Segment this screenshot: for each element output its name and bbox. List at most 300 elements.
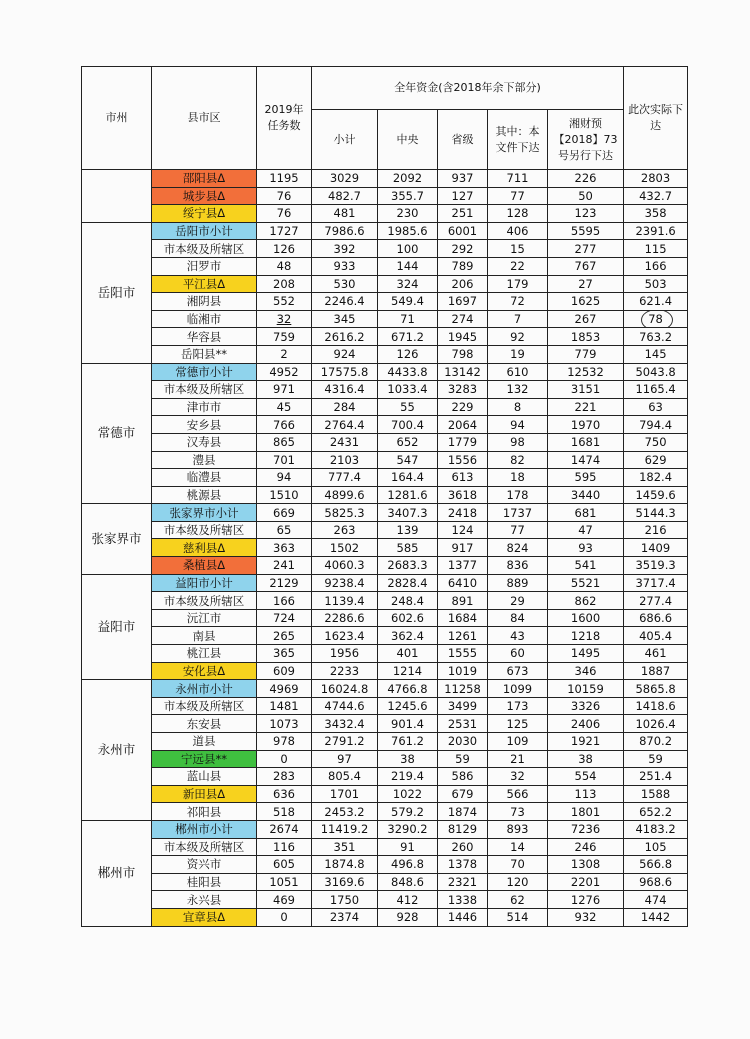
provincial-cell: 229 [438, 398, 488, 416]
provincial-cell: 1555 [438, 645, 488, 663]
tasks-cell: 605 [257, 856, 312, 874]
provincial-cell: 3618 [438, 486, 488, 504]
this-doc-cell: 406 [488, 222, 548, 240]
provincial-cell: 2064 [438, 416, 488, 434]
central-cell: 3407.3 [378, 504, 438, 522]
subtotal-cell: 2374 [312, 908, 378, 926]
xiangcai-cell: 1276 [548, 891, 624, 909]
xiangcai-cell: 93 [548, 539, 624, 557]
provincial-cell: 124 [438, 521, 488, 539]
table-row [82, 381, 688, 399]
city-cell: 岳阳市 [82, 222, 152, 363]
xiangcai-cell: 767 [548, 257, 624, 275]
actual-cell: 621.4 [624, 293, 688, 311]
city-cell [82, 170, 152, 223]
header-provincial: 省级 [438, 110, 488, 170]
table-row [82, 416, 688, 434]
table-row [82, 838, 688, 856]
subtotal-cell: 1874.8 [312, 856, 378, 874]
county-cell: 宜章县Δ [152, 908, 257, 926]
tasks-cell: 636 [257, 785, 312, 803]
subtotal-cell: 924 [312, 345, 378, 363]
this-doc-cell: 125 [488, 715, 548, 733]
county-cell: 绥宁县Δ [152, 205, 257, 223]
central-cell: 671.2 [378, 328, 438, 346]
central-cell: 91 [378, 838, 438, 856]
table-row [82, 240, 688, 258]
central-cell: 4433.8 [378, 363, 438, 381]
xiangcai-cell: 277 [548, 240, 624, 258]
this-doc-cell: 1737 [488, 504, 548, 522]
provincial-cell: 1684 [438, 609, 488, 627]
county-cell: 郴州市小计 [152, 820, 257, 838]
actual-cell: 1409 [624, 539, 688, 557]
county-cell: 桑植县Δ [152, 557, 257, 575]
table-row [82, 750, 688, 768]
xiangcai-cell: 226 [548, 170, 624, 188]
subtotal-cell: 3432.4 [312, 715, 378, 733]
table-row [82, 574, 688, 592]
xiangcai-cell: 3440 [548, 486, 624, 504]
this-doc-cell: 82 [488, 451, 548, 469]
table-row [82, 785, 688, 803]
actual-cell: 145 [624, 345, 688, 363]
handwritten-circle-mark [641, 310, 673, 328]
provincial-cell: 1377 [438, 557, 488, 575]
subtotal-cell: 4744.6 [312, 697, 378, 715]
xiangcai-cell: 50 [548, 187, 624, 205]
actual-cell: 63 [624, 398, 688, 416]
county-cell: 祁阳县 [152, 803, 257, 821]
subtotal-cell: 97 [312, 750, 378, 768]
tasks-cell: 518 [257, 803, 312, 821]
subtotal-cell: 1956 [312, 645, 378, 663]
actual-cell: 166 [624, 257, 688, 275]
this-doc-cell: 7 [488, 310, 548, 328]
header-county: 县市区 [152, 67, 257, 170]
table-row [82, 257, 688, 275]
provincial-cell: 11258 [438, 680, 488, 698]
city-cell: 永州市 [82, 680, 152, 821]
central-cell: 230 [378, 205, 438, 223]
subtotal-cell: 392 [312, 240, 378, 258]
provincial-cell: 8129 [438, 820, 488, 838]
this-doc-cell: 92 [488, 328, 548, 346]
actual-cell: 2391.6 [624, 222, 688, 240]
tasks-cell: 609 [257, 662, 312, 680]
actual-cell: 358 [624, 205, 688, 223]
this-doc-cell: 889 [488, 574, 548, 592]
provincial-cell: 3283 [438, 381, 488, 399]
table-row [82, 557, 688, 575]
subtotal-cell: 2246.4 [312, 293, 378, 311]
tasks-cell: 669 [257, 504, 312, 522]
provincial-cell: 127 [438, 187, 488, 205]
central-cell: 549.4 [378, 293, 438, 311]
county-cell: 岳阳市小计 [152, 222, 257, 240]
subtotal-cell: 481 [312, 205, 378, 223]
subtotal-cell: 11419.2 [312, 820, 378, 838]
table-row [82, 310, 688, 328]
provincial-cell: 2030 [438, 733, 488, 751]
provincial-cell: 2321 [438, 873, 488, 891]
header-subtotal: 小计 [312, 110, 378, 170]
xiangcai-cell: 2201 [548, 873, 624, 891]
central-cell: 144 [378, 257, 438, 275]
tasks-cell: 552 [257, 293, 312, 311]
this-doc-cell: 893 [488, 820, 548, 838]
this-doc-cell: 77 [488, 521, 548, 539]
central-cell: 38 [378, 750, 438, 768]
table-row [82, 873, 688, 891]
tasks-cell: 365 [257, 645, 312, 663]
county-cell: 桂阳县 [152, 873, 257, 891]
xiangcai-cell: 681 [548, 504, 624, 522]
subtotal-cell: 1139.4 [312, 592, 378, 610]
city-cell: 常德市 [82, 363, 152, 504]
provincial-cell: 1378 [438, 856, 488, 874]
central-cell: 100 [378, 240, 438, 258]
table-row [82, 856, 688, 874]
subtotal-cell: 1502 [312, 539, 378, 557]
this-doc-cell: 173 [488, 697, 548, 715]
table-row [82, 697, 688, 715]
xiangcai-cell: 554 [548, 768, 624, 786]
central-cell: 362.4 [378, 627, 438, 645]
this-doc-cell: 179 [488, 275, 548, 293]
county-cell: 桃源县 [152, 486, 257, 504]
table-row [82, 768, 688, 786]
tasks-cell: 76 [257, 187, 312, 205]
subtotal-cell: 2431 [312, 433, 378, 451]
county-cell: 永兴县 [152, 891, 257, 909]
subtotal-cell: 7986.6 [312, 222, 378, 240]
actual-cell: 503 [624, 275, 688, 293]
actual-cell: 405.4 [624, 627, 688, 645]
subtotal-cell: 2233 [312, 662, 378, 680]
central-cell: 324 [378, 275, 438, 293]
central-cell: 579.2 [378, 803, 438, 821]
this-doc-cell: 1099 [488, 680, 548, 698]
actual-cell: 3519.3 [624, 557, 688, 575]
header-actual: 此次实际下达 [624, 67, 688, 170]
provincial-cell: 2531 [438, 715, 488, 733]
actual-cell: 5043.8 [624, 363, 688, 381]
this-doc-cell: 673 [488, 662, 548, 680]
tasks-cell: 1051 [257, 873, 312, 891]
provincial-cell: 59 [438, 750, 488, 768]
provincial-cell: 937 [438, 170, 488, 188]
provincial-cell: 292 [438, 240, 488, 258]
funding-table [81, 66, 688, 927]
xiangcai-cell: 1308 [548, 856, 624, 874]
central-cell: 1985.6 [378, 222, 438, 240]
actual-cell: 277.4 [624, 592, 688, 610]
this-doc-cell: 178 [488, 486, 548, 504]
actual-cell: 59 [624, 750, 688, 768]
tasks-cell: 759 [257, 328, 312, 346]
xiangcai-cell: 221 [548, 398, 624, 416]
central-cell: 652 [378, 433, 438, 451]
county-cell: 蓝山县 [152, 768, 257, 786]
subtotal-cell: 284 [312, 398, 378, 416]
central-cell: 4766.8 [378, 680, 438, 698]
city-cell: 郴州市 [82, 820, 152, 926]
subtotal-cell: 933 [312, 257, 378, 275]
table-row [82, 187, 688, 205]
table-row [82, 592, 688, 610]
county-cell: 岳阳县** [152, 345, 257, 363]
provincial-cell: 6410 [438, 574, 488, 592]
tasks-cell: 4969 [257, 680, 312, 698]
county-cell: 华容县 [152, 328, 257, 346]
provincial-cell: 206 [438, 275, 488, 293]
xiangcai-cell: 862 [548, 592, 624, 610]
table-row [82, 504, 688, 522]
tasks-cell: 0 [257, 750, 312, 768]
county-cell: 澧县 [152, 451, 257, 469]
subtotal-cell: 777.4 [312, 469, 378, 487]
county-cell: 沅江市 [152, 609, 257, 627]
tasks-cell: 766 [257, 416, 312, 434]
county-cell: 市本级及所辖区 [152, 240, 257, 258]
xiangcai-cell: 47 [548, 521, 624, 539]
xiangcai-cell: 5595 [548, 222, 624, 240]
central-cell: 547 [378, 451, 438, 469]
provincial-cell: 891 [438, 592, 488, 610]
table-row [82, 715, 688, 733]
table-row [82, 645, 688, 663]
subtotal-cell: 263 [312, 521, 378, 539]
actual-cell: 763.2 [624, 328, 688, 346]
xiangcai-cell: 1853 [548, 328, 624, 346]
table-row [82, 627, 688, 645]
county-cell: 临湘市 [152, 310, 257, 328]
actual-value: 78 [648, 312, 663, 327]
county-cell: 市本级及所辖区 [152, 521, 257, 539]
actual-cell: 1442 [624, 908, 688, 926]
county-cell: 城步县Δ [152, 187, 257, 205]
subtotal-cell: 1750 [312, 891, 378, 909]
this-doc-cell: 109 [488, 733, 548, 751]
subtotal-cell: 4899.6 [312, 486, 378, 504]
subtotal-cell: 530 [312, 275, 378, 293]
provincial-cell: 1338 [438, 891, 488, 909]
county-cell: 宁远县** [152, 750, 257, 768]
table-row [82, 521, 688, 539]
actual-cell: 474 [624, 891, 688, 909]
tasks-cell: 724 [257, 609, 312, 627]
this-doc-cell: 62 [488, 891, 548, 909]
central-cell: 3290.2 [378, 820, 438, 838]
central-cell: 55 [378, 398, 438, 416]
subtotal-cell: 2286.6 [312, 609, 378, 627]
this-doc-cell: 70 [488, 856, 548, 874]
central-cell: 1022 [378, 785, 438, 803]
actual-cell: 652.2 [624, 803, 688, 821]
tasks-cell: 4952 [257, 363, 312, 381]
xiangcai-cell: 1625 [548, 293, 624, 311]
central-cell: 761.2 [378, 733, 438, 751]
tasks-cell: 2674 [257, 820, 312, 838]
tasks-cell: 166 [257, 592, 312, 610]
xiangcai-cell: 595 [548, 469, 624, 487]
provincial-cell: 2418 [438, 504, 488, 522]
county-cell: 桃江县 [152, 645, 257, 663]
actual-cell: 4183.2 [624, 820, 688, 838]
subtotal-cell: 2616.2 [312, 328, 378, 346]
xiangcai-cell: 1970 [548, 416, 624, 434]
tasks-cell: 283 [257, 768, 312, 786]
this-doc-cell: 711 [488, 170, 548, 188]
actual-cell: 566.8 [624, 856, 688, 874]
tasks-cell: 701 [257, 451, 312, 469]
table-row [82, 469, 688, 487]
this-doc-cell: 22 [488, 257, 548, 275]
table-row [82, 908, 688, 926]
table-row [82, 345, 688, 363]
central-cell: 928 [378, 908, 438, 926]
provincial-cell: 613 [438, 469, 488, 487]
county-cell: 慈利县Δ [152, 539, 257, 557]
county-cell: 东安县 [152, 715, 257, 733]
xiangcai-cell: 38 [548, 750, 624, 768]
subtotal-cell: 2791.2 [312, 733, 378, 751]
table-row [82, 680, 688, 698]
table-body [82, 170, 688, 927]
provincial-cell: 679 [438, 785, 488, 803]
xiangcai-cell: 267 [548, 310, 624, 328]
tasks-cell: 469 [257, 891, 312, 909]
county-cell: 新田县Δ [152, 785, 257, 803]
xiangcai-cell: 5521 [548, 574, 624, 592]
county-cell: 汨罗市 [152, 257, 257, 275]
subtotal-cell: 1701 [312, 785, 378, 803]
actual-cell: 251.4 [624, 768, 688, 786]
city-cell: 张家界市 [82, 504, 152, 574]
central-cell: 401 [378, 645, 438, 663]
xiangcai-cell: 1600 [548, 609, 624, 627]
tasks-cell: 265 [257, 627, 312, 645]
tasks-cell: 978 [257, 733, 312, 751]
table-row [82, 891, 688, 909]
central-cell: 164.4 [378, 469, 438, 487]
actual-cell: 1887 [624, 662, 688, 680]
county-cell: 资兴市 [152, 856, 257, 874]
tasks-cell: 1727 [257, 222, 312, 240]
tasks-cell: 2129 [257, 574, 312, 592]
table-row [82, 662, 688, 680]
tasks-cell: 241 [257, 557, 312, 575]
actual-cell: 1459.6 [624, 486, 688, 504]
tasks-cell: 1073 [257, 715, 312, 733]
county-cell: 湘阴县 [152, 293, 257, 311]
provincial-cell: 1779 [438, 433, 488, 451]
header-city: 市州 [82, 67, 152, 170]
header-xiangcai: 湘财预【2018】73号另行下达 [548, 110, 624, 170]
actual-cell: 1588 [624, 785, 688, 803]
table-row [82, 539, 688, 557]
actual-cell: 750 [624, 433, 688, 451]
actual-cell: 794.4 [624, 416, 688, 434]
actual-cell: 686.6 [624, 609, 688, 627]
xiangcai-cell: 7236 [548, 820, 624, 838]
central-cell: 355.7 [378, 187, 438, 205]
central-cell: 1214 [378, 662, 438, 680]
tasks-cell: 65 [257, 521, 312, 539]
xiangcai-cell: 779 [548, 345, 624, 363]
subtotal-cell: 2764.4 [312, 416, 378, 434]
this-doc-cell: 94 [488, 416, 548, 434]
county-cell: 津市市 [152, 398, 257, 416]
central-cell: 496.8 [378, 856, 438, 874]
subtotal-cell: 482.7 [312, 187, 378, 205]
this-doc-cell: 21 [488, 750, 548, 768]
subtotal-cell: 2103 [312, 451, 378, 469]
table-row [82, 363, 688, 381]
subtotal-cell: 4060.3 [312, 557, 378, 575]
xiangcai-cell: 10159 [548, 680, 624, 698]
this-doc-cell: 84 [488, 609, 548, 627]
actual-cell: 5865.8 [624, 680, 688, 698]
subtotal-cell: 17575.8 [312, 363, 378, 381]
subtotal-cell: 9238.4 [312, 574, 378, 592]
xiangcai-cell: 1681 [548, 433, 624, 451]
subtotal-cell: 3169.6 [312, 873, 378, 891]
table-row [82, 293, 688, 311]
provincial-cell: 1874 [438, 803, 488, 821]
central-cell: 412 [378, 891, 438, 909]
provincial-cell: 1261 [438, 627, 488, 645]
actual-cell: 1418.6 [624, 697, 688, 715]
table-row [82, 398, 688, 416]
city-cell: 益阳市 [82, 574, 152, 680]
county-cell: 张家界市小计 [152, 504, 257, 522]
subtotal-cell: 16024.8 [312, 680, 378, 698]
actual-cell: 216 [624, 521, 688, 539]
this-doc-cell: 29 [488, 592, 548, 610]
central-cell: 2683.3 [378, 557, 438, 575]
this-doc-cell: 98 [488, 433, 548, 451]
table-row [82, 733, 688, 751]
tasks-cell: 48 [257, 257, 312, 275]
tasks-cell: 363 [257, 539, 312, 557]
subtotal-cell: 4316.4 [312, 381, 378, 399]
provincial-cell: 917 [438, 539, 488, 557]
xiangcai-cell: 1921 [548, 733, 624, 751]
xiangcai-cell: 1474 [548, 451, 624, 469]
central-cell: 1033.4 [378, 381, 438, 399]
this-doc-cell: 73 [488, 803, 548, 821]
tasks-cell: 1510 [257, 486, 312, 504]
this-doc-cell: 43 [488, 627, 548, 645]
central-cell: 848.6 [378, 873, 438, 891]
tasks-cell: 126 [257, 240, 312, 258]
this-doc-cell: 128 [488, 205, 548, 223]
county-cell: 常德市小计 [152, 363, 257, 381]
central-cell: 126 [378, 345, 438, 363]
subtotal-cell: 2453.2 [312, 803, 378, 821]
actual-cell: 115 [624, 240, 688, 258]
central-cell: 219.4 [378, 768, 438, 786]
header-annual-funds: 全年资金(含2018年余下部分) [312, 67, 624, 110]
table-row [82, 275, 688, 293]
county-cell: 市本级及所辖区 [152, 838, 257, 856]
xiangcai-cell: 3151 [548, 381, 624, 399]
this-doc-cell: 836 [488, 557, 548, 575]
table-row [82, 328, 688, 346]
actual-cell: 870.2 [624, 733, 688, 751]
